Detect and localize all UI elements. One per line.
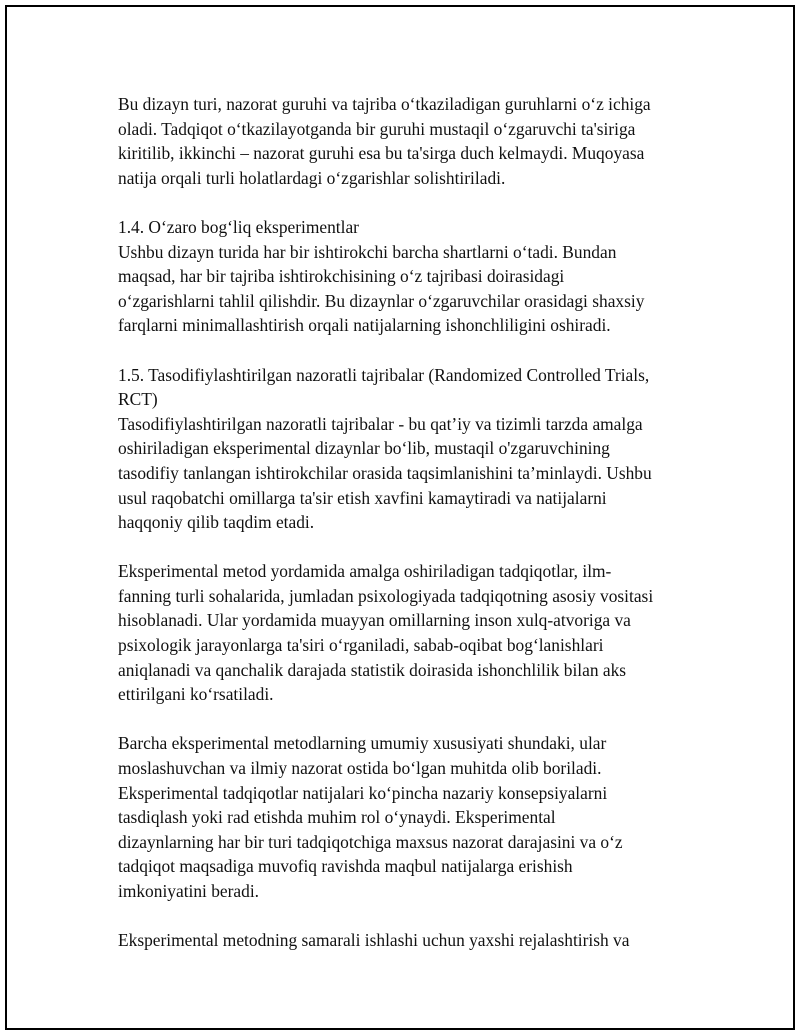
section-text-1-5: Tasodifiylashtirilgan nazoratli tajribalar - bu qat’iy va tizimli tarzda amalga oshiriladigan eksperimental dizaynlar bo‘lib, mustaqil o'zgaruvchining tasodifiy tanlangan ishtirokchilar orasida taqsimlanishini ta’minlaydi. Ushbu usul raqobatchi omillarga ta'sir etish xavfini kamaytiradi va natijalarni haqqoniy qilib taqdim etadi.	[118, 413, 652, 533]
section-interrelated-experiments	[118, 215, 698, 338]
section-text-1-4: Ushbu dizayn turida har bir ishtirokchi barcha shartlarni o‘tadi. Bundan maqsad, har bir tajriba ishtirokchisining o‘z tajribasi doirasidagi o‘zgarishlarni tahlil qilishdir. Bu dizaynlar o‘zgaruvchilar orasidagi shaxsiy farqlarni minimallashtirish orqali natijalarning ishonchliligini oshiradi.	[118, 241, 645, 336]
document-body	[118, 92, 698, 977]
section-heading-1-4: 1.4. O‘zaro bog‘liq eksperimentlar	[118, 216, 359, 237]
paragraph-effective-method: Eksperimental metodning samarali ishlashi uchun yaxshi rejalashtirish va	[118, 930, 630, 951]
paragraph-common-features: Barcha eksperimental metodlarning umumiy xususiyati shundaki, ular moslashuvchan va ilmiy nazorat ostida bo‘lgan muhitda olib boriladi. Eksperimental tadqiqotlar natijalari ko‘pincha nazariy konsepsiyalarni tasdiqlash yoki rad etishda muhim rol o‘ynaydi. Eksperimental dizaynlarning har bir turi tadqiqotchiga maxsus nazorat darajasini va o‘z tadqiqot maqsadiga muvofiq ravishda maqbul natijalarga erishish imkoniyatini beradi.	[118, 733, 623, 901]
section-randomized-controlled-trials	[118, 363, 698, 535]
section-heading-1-5: 1.5. Tasodifiylashtirilgan nazoratli tajribalar (Randomized Controlled Trials, RCT)	[118, 364, 650, 410]
paragraph-control-group-design: Bu dizayn turi, nazorat guruhi va tajriba o‘tkaziladigan guruhlarni o‘z ichiga oladi. Tadqiqot o‘tkazilayotganda bir guruhi mustaqil o‘zgaruvchi ta'siriga kiritilib, ikkinchi – nazorat guruhi esa bu ta'sirga duch kelmaydi. Muqoyasa natija orqali turli holatlardagi o‘zgarishlar solishtiriladi.	[118, 94, 651, 188]
paragraph-experimental-method-research: Eksperimental metod yordamida amalga oshiriladigan tadqiqotlar, ilm- fanning turli sohalarida, jumladan psixologiyada tadqiqotning asosiy vositasi hisoblanadi. Ular yordamida muayyan omillarning inson xulq-atvoriga va psixologik jarayonlarga ta'siri o‘rganiladi, sabab-oqibat bog‘lanishlari aniqlanadi va qanchalik darajada statistik doirasida ishonchlilik bilan aks ettirilgani ko‘rsatiladi.	[118, 561, 654, 705]
